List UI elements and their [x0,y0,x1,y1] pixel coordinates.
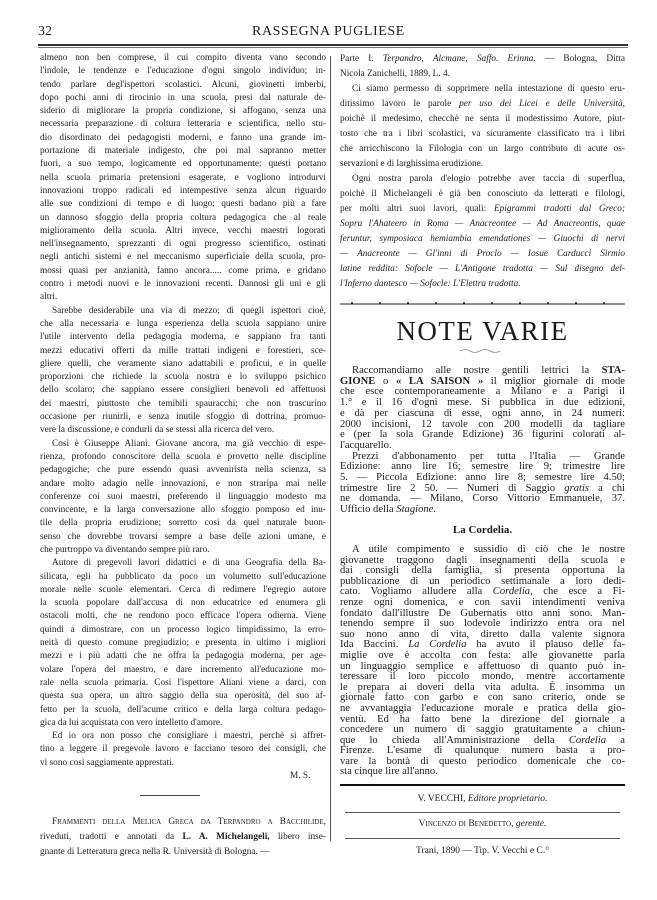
text-line: vere la discussione, e condurli da se stessi alla ricerca del vero. [40,425,275,436]
paragraph [40,730,326,770]
column-divider [330,56,331,841]
text-line: tenendo sempre il suo lodevole indirizzo entra ora nel [340,618,625,630]
text-line: concedere un numero di saggio gratuitamente a chiun- [340,724,625,736]
manager-role: gerente. [515,819,547,829]
text-segment: Ida Baccini. [340,639,409,651]
text-segment: per molti altri suoi lavori, quali: [340,204,494,214]
text-line: ne avvantaggia l'educazione morale e pratica della gio- [340,702,625,714]
text-line: negli antichi sistemi e nel meccanismo superficiale della scuola, pro- [40,252,326,263]
paragraph [40,815,326,860]
cordelia-title: La Cordelia. [452,524,513,536]
text-segment: che esce a Fi- [532,586,626,598]
text-line: almeno non ben comprese, il cui compito diventa vano secondo [40,53,326,63]
text-line: dai consigli della famiglia, si presenta opportuna la [340,565,625,577]
text-line: giovanette traggono dagli insegnamenti della scuola e [340,554,625,566]
text-segment: Ufficio della [340,504,397,516]
imprint-printer: Trani, 1890 — Tip. V. Vecchi e C.° [415,846,550,856]
article-signature: M. S. [290,771,311,781]
text-line: Ed io ora non posso che consigliare i maestri, perchè si affret- [52,731,326,742]
text-line: suo nono anno di vita, diretto dalla valente signora [340,628,625,640]
text-line: portazione di materiale indigesto, che poi mal sapranno metter [40,146,326,157]
text-line: A utile compimento e sussidio di ciò che le nostre [352,544,625,555]
text-line: morale nelle scuole elementari. Cerca di redimere l'egregio autore [40,584,326,595]
paragraph [340,172,625,292]
text-line: che alla necessaria e lunga esperienza della scuola sappiano unire [40,318,326,329]
imprint-manager [340,819,625,829]
text-segment: feruntur, symposiaca hemiambia emendationes — Giuochi di nervi [340,234,625,244]
text-line: Ci siamo permesso di sopprimere nella intestazione di questo eru- [352,84,625,94]
text-line: miglie ove è accolta con festa: alle giovanette parla [340,649,625,661]
text-line: 1.° e il 16 d'ogni mese. Si pubblica in due edizioni, [340,397,625,409]
text-line: alle sue condizioni di tempo e di luogo; questi badano più a fare [40,199,326,210]
text-line: nell'insegnamento, sprezzanti di ogni progresso scientifico, ostinati [40,239,326,250]
text-line: tile della propria erudizione; sorretto così da quel naturale buon- [40,518,326,529]
text-line: senso che dovrebbe trovarsi sempre a base delle azioni umane, e [40,531,326,542]
text-segment: a chi [589,482,625,494]
text-line: fetto per la scuola, dell'acume critico e della larga coltura pedago- [40,704,326,715]
text-line [340,217,625,232]
paragraph [340,366,625,452]
text-line: fuori, a suo tempo, logicamente ed opportunamente: questi portano [40,159,326,170]
text-line: ventù. Ed ha fatto bene la direzione del giornale a [340,713,625,725]
text-line: giornale fatto con garbo e con sano criterio, onde se [340,692,625,704]
text-segment: Cordelia, [492,586,533,598]
paragraph [40,305,326,438]
text-line: neità di questo comune pregiudizio; e presenta in ultimo i migliori [40,638,326,649]
paragraph [40,52,326,305]
text-line: proporzioni che richiede la scuola nostra e lo sviluppo psichico [40,372,326,383]
text-line: dei maestri, piuttosto che temibili spauracchi; che non trascurino [40,398,326,409]
text-line: tosto che tra i libri scolastici, va sicuramente classificato tra i libri [340,129,625,139]
text-line: fondato dall'illustre De Gubernatis otto anni sono. Man- [340,607,625,619]
text-segment: Terpandro, Alcmane, Saffo. Erinna. [382,54,536,64]
text-segment: Sopra l'Ahateero in Roma — Anacreontee — Ad Anacreontis, quae [340,219,625,229]
text-line: un dannoso sfoggio della propria coltura pedagogica che al reale [40,212,326,223]
text-line: ne domanda. — Milano, Corso Vittorio Emmanuele, 37. [340,493,625,505]
text-segment: Parte I. [340,54,383,64]
imprint-rule [345,812,620,813]
text-segment: riveduti, tradotti e annotati da [40,832,183,842]
text-segment: L. A. Michelangeli, [182,832,270,842]
paragraph [340,545,625,778]
text-line: Nicola Zanichelli, 1889, L. 4. [340,69,450,79]
text-line: teressare il loro piccolo mondo, mentre accortamente [340,671,625,683]
text-line: che esce contemporaneamente a Milano e a Parigi il [340,386,625,398]
text-segment: GIONE [340,375,376,387]
text-line: 2000 incisioni, 12 tavole con 200 modelli da tagliare [340,418,625,430]
text-line: l'indole, le tendenze e l'educazione d'ogni singolo individuo; in- [40,66,326,77]
text-line: sta cinque lire all'anno. [340,766,438,778]
ornament-flourish [460,348,505,354]
text-line: siderio di migliorare la propria condizione, si affogano, senza una [40,106,326,117]
text-segment: il miglior giornale di mode [483,375,626,387]
imprint-rule [345,838,620,839]
text-line: Così è Giuseppe Aliani. Giovane ancora, ma già vecchio di espe- [52,438,326,449]
text-line: poichè il medesimo, checchè ne senta il modestissimo Autore, piut- [340,114,625,124]
text-line: che arricchiscono la Filologia con un largo contributo di acute os- [340,144,625,154]
text-line: convincente, e la larga conversazione allo sfoggio pomposo ed inu- [40,505,326,516]
text-line: e (per la sola Grande Edizione) 36 figurini colorati al- [340,429,625,441]
text-line [340,202,625,217]
text-line: dio disordinato dei pedagogisti moderni, e fanno una grande im- [40,132,326,143]
paragraph [40,438,326,558]
text-segment: per uso dei Licei e delle Università, [459,99,625,109]
text-line [40,830,326,845]
text-segment: Epigrammi tradotti dal Greco; [493,204,625,214]
cordelia-notice [340,545,625,778]
text-line: Prezzi d'abbonamento per tutta l'Italia — Grande [352,450,625,462]
text-line: renze ogni domenica, e con savii intendimenti veniva [340,596,625,608]
editor-name: V. VECCHI, [417,794,466,804]
text-line: gica da lui acquistata con vero intelletto d'amore. [40,717,223,728]
text-line: le prepara ai doveri della vita adulta. È insomma un [340,681,625,693]
text-line: Autore di pregevoli lavori didattici e di una Geografia della Ba- [52,558,326,569]
text-line: vi sono così saggiamente apprestati. [40,757,174,768]
text-line: l'acquarello. [340,439,392,451]
text-line: altri. [40,292,58,303]
text-segment: STA- [601,365,625,376]
text-segment: trimestre lire 2 50. — Numeri di Saggio [340,482,565,494]
page-number: 32 [38,24,52,39]
text-segment: ditissimo lavoro le parole [340,99,460,109]
stagione-notice [340,366,625,516]
text-line: conferenze coi suoi maestri, preferendo il linguaggio modesto ma [40,491,326,502]
text-line: necessaria preparazione di coltura letteraria e scientifica, nello stu- [40,119,326,130]
text-line: servazioni e di larghissima erudizione. [340,159,484,169]
running-title: RASSEGNA PUGLIESE [252,24,405,39]
text-segment: Raccomandiamo alle nostre gentili lettrici la [352,365,602,376]
text-line: rale nella scuola primaria. Così l'ispettore Aliani viene a darci, con [40,677,326,688]
text-line: l'utile intervento della pedagogia moderna, e sappiano fra tanti [40,332,326,343]
text-line: quindi a dimostrare, con un processo logico limpidissimo, la erro- [40,624,326,635]
text-segment: ha avuto il plauso delle fa- [466,639,625,651]
text-line: vare la bontà di questo periodico domenicale che co- [340,755,625,767]
text-line [340,52,625,67]
book-review-continued [340,52,625,292]
text-segment: La Cordelia [408,639,467,651]
imprint-rule [340,784,625,786]
text-segment: o [375,375,396,387]
text-line [340,97,625,112]
text-line: volare l'opera del maestro, e dare incremento all'educazione mo- [40,664,326,675]
manager-name: Vincenzo di Benedetto, [418,819,514,829]
text-segment: l'Inferno dantesco — Sofocle: L'Elettra tradotta. [340,279,521,289]
text-line: Edizione: anno lire 16; semestre lire 9; trimestre lire [340,461,625,473]
paragraph [340,452,625,516]
paragraph [340,52,625,82]
text-line: occasione per riunirli, e senza inutile sfoggio di dottrina, promuo- [40,412,326,423]
text-segment: — Anacreonte — Gl'inni di Proclo — Iosue Carducci Sirmio [340,249,625,259]
text-segment: cato. Vogliamo alludere alla [340,586,493,598]
text-line: e dà per ciascuna di esse, ogni anno, in 24 numeri: [340,407,625,419]
text-segment: gratis [564,482,590,494]
section-separator [140,795,200,796]
text-segment: Stagione. [396,504,437,516]
text-line: pedagogiche; che pure essendo quasi avvenirista nella scienza, sa [40,465,326,476]
text-line: un linguaggio semplice e affettuoso di quanto può in- [340,660,625,672]
text-line: gliere quelli, che veramente siano adattabili e proficui, e in quelle [40,358,326,369]
text-line: questa sua opera, un altro saggio della sua operosità, del suo af- [40,691,326,702]
left-column-article [40,52,326,770]
text-line [340,262,625,277]
text-line: tino a leggere il pregevole lavoro e facciano tesoro dei consigli, che [40,744,326,755]
header-rule [38,44,628,48]
book-review-heading [40,815,326,860]
paragraph [40,557,326,730]
text-segment: Frammenti della Melica Greca da Terpandro a Bacchilide, [52,817,326,827]
text-line: mezzi educativi offerti da mille trattati indigeni e forestieri, sce- [40,345,326,356]
text-line: nella scuola primaria pretensioni esagerate, e vogliono introdurvi [40,172,326,183]
text-line [340,277,625,292]
text-line: gnante di Letteratura greca nella R. Università di Bologna. — [40,847,270,857]
text-line: dopo pochi anni di tirocinio in una scuola, presi dal naturale de- [40,92,326,103]
text-line: mossi quasi per anzianità, fanno ancora..... come prima, e gridano [40,265,326,276]
text-line: ostacoli molti, che ne rendono poco efficace l'opera odierna. Viene [40,611,326,622]
text-segment: « LA SAISON » [395,375,484,387]
text-segment: — Bologna, Ditta [535,54,625,64]
text-line [340,232,625,247]
imprint-editor [340,794,625,804]
text-line: miglioramento della scuola. Altri invece, vecchi maestri logorati [40,225,326,236]
text-segment: a [606,734,625,746]
text-line: dello scolaro; che sappiano essere consiglieri benevoli ed affettuosi [40,385,326,396]
text-line: mezzi e i più adatti che ne offra la pedagogia moderna, per age- [40,651,326,662]
text-line: Firenze. L'esame di qualunque numero basta a pro- [340,745,625,757]
text-segment: libero inse- [269,832,327,842]
text-line [340,505,625,516]
text-segment: latine reddita: Sofocle — L'Antigone tradotta — Sul disegno del- [340,264,625,274]
editor-role: Editore proprietario. [467,794,548,804]
text-line: la scuola popolare dall'accusa di non educatrice ed enumera gli [40,598,326,609]
section-title: NOTE VARIE [396,316,569,346]
text-line: 5. — Piccola Edizione: anno lire 8; semestre lire 4.50; [340,472,625,484]
text-line [40,815,326,830]
text-line: andare molto adagio nelle innovazioni, e non straripa mai nelle [40,478,326,489]
text-line: Sarebbe desiderabile una via di mezzo; di quegli ispettori cioè, [52,305,326,316]
text-segment: Cordelia [568,734,607,746]
text-line: innovazioni troppo radicali ed intempestive senza alcun riguardo [40,185,326,196]
text-line: poichè il Michelangeli è già ben conosciuto da letterati e filologi, [340,189,625,199]
text-line: rienza, profondo conoscitore della scuola e provetto nelle discipline [40,451,326,462]
text-line: che purtroppo va diventando sempre più raro. [40,544,210,555]
text-line [340,247,625,262]
text-line: Ogni nostra parola d'elogio potrebbe aver taccia di superflua, [352,174,625,184]
text-line: contro i metodi nuovi e le innovazioni recenti. Dannosi gli uni e gli [40,279,326,290]
paragraph [340,82,625,172]
text-line: pubblicazione di un periodico settimanale a loro dedi- [340,575,625,587]
text-line: tendo parlare degl'ispettori scolastici. Alcuni, giovinetti imberbi, [40,79,326,90]
ornamental-separator [340,300,625,306]
text-segment: que lo chieda all'Amministrazione della [340,734,569,746]
text-line: silicata, egli ha pubblicato da poco un volumetto sull'educazione [40,571,326,582]
